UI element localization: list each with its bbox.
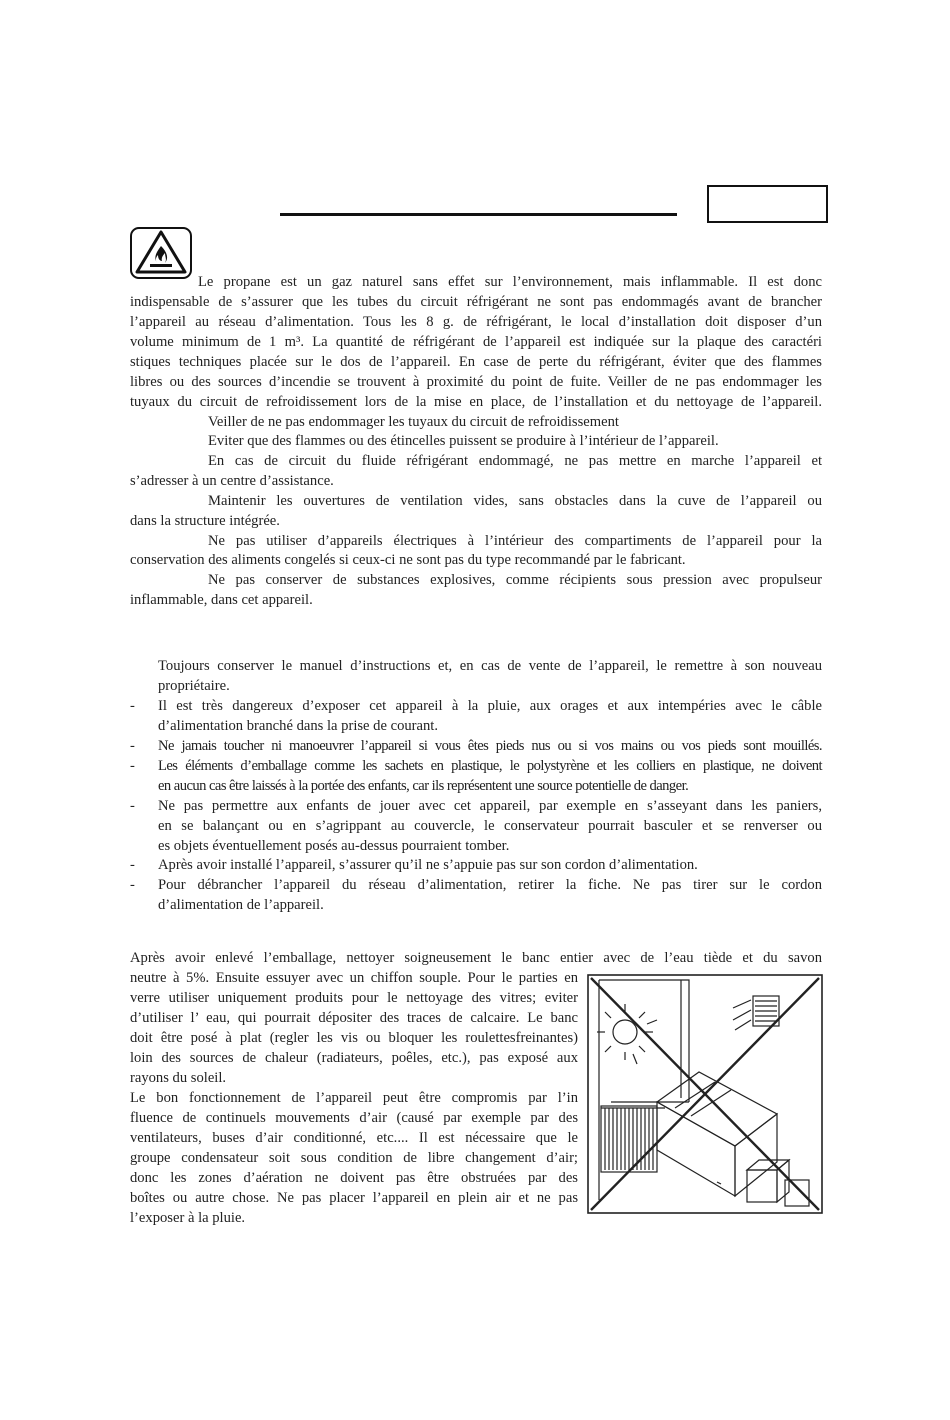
install-col-line-13: l’exposer à la pluie. [130,1210,246,1226]
dash-2: - [130,738,135,754]
safety-item-5-line-1: Après avoir installé l’appareil, s’assurer qu’il ne s’appuie pas sur son cordon d’alimentation. [158,857,698,873]
dash-4: - [130,798,135,814]
precaution-5-line-2: conservation des aliments congelés si ceux-ci ne sont pas du type recommandé par le fabricant. [130,552,686,568]
propane-line-1: Le propane est un gaz naturel sans effet sur l’environnement, mais inflammable. Il est donc [198,274,822,290]
install-col-line-1: neutre à 5%. Ensuite essuyer avec un chiffon souple. Pour le parties en [130,970,578,986]
safety-item-6-line-1: Pour débrancher l’appareil du réseau d’alimentation, retirer la fiche. Ne pas tirer sur le cordon [158,877,822,893]
install-line-1: Après avoir enlevé l’emballage, nettoyer soigneusement le banc entier avec de l’eau tiède et du savon [130,950,822,966]
safety-item-4-line-3: es objets éventuellement posés au-dessus pourraient tomber. [158,838,510,854]
propane-line-6: libres ou des sources d’incendie se trouvent à proximité du point de fuite. Veiller de ne pas endommager les [130,374,822,390]
precaution-2: Eviter que des flammes ou des étincelles puissent se produire à l’intérieur de l’appareil. [208,433,719,449]
precaution-6-line-2: inflammable, dans cet appareil. [130,592,313,608]
safety-item-4-line-2: en se balançant ou en s’agrippant au couvercle, le conservateur pourrait basculer et se renverser ou [158,818,822,834]
precaution-3-line-2: s’adresser à un centre d’assistance. [130,473,334,489]
safety-item-4-line-1: Ne pas permettre aux enfants de jouer avec cet appareil, par exemple en s’asseyant dans les paniers, [158,798,822,814]
safety-item-3-line-2: en aucun cas être laissés à la portée des enfants, car ils représentent une source potentielle de danger. [158,778,689,794]
install-col-line-3: d’utiliser l’ eau, qui pourrait dépositer des traces de calcaire. Le banc [130,1010,578,1026]
safety-intro-line-1: Toujours conserver le manuel d’instructions et, en cas de vente de l’appareil, le remettre à son nouveau [158,658,822,674]
safety-item-1-line-1: Il est très dangereux d’exposer cet appareil à la pluie, aux orages et aux intempéries avec le câble [158,698,822,714]
safety-item-3-line-1: Les éléments d’emballage comme les sachets en plastique, le polystyrène et les colliers en plastique, ne doivent [158,758,822,774]
dash-5: - [130,857,135,873]
propane-line-2: indispensable de s’assurer que les tubes du circuit réfrigérant ne sont pas endommagés avant de brancher [130,294,822,310]
dash-6: - [130,877,135,893]
dash-1: - [130,698,135,714]
header-rule [280,213,677,216]
wrong-installation-illustration [587,974,823,1214]
propane-line-3: l’appareil au réseau d’alimentation. Tous les 8 g. de réfrigérant, le local d’installation doit disposer d’un [130,314,822,330]
install-col-line-9: ventilateurs, buses d’air conditionné, etc.... Il est nécessaire que le [130,1130,578,1146]
flammable-warning-icon [130,227,192,279]
install-col-line-11: donc les zones d’aération ne doivent pas être obstruées par des [130,1170,578,1186]
propane-line-7: tuyaux du circuit de refroidissement lors de la mise en place, de l’installation et du nettoyage de l’appareil. [130,394,822,410]
install-col-line-12: boîtes ou autre chose. Ne pas placer l’appareil en plein air et ne pas [130,1190,578,1206]
safety-item-1-line-2: d’alimentation branché dans la prise de courant. [158,718,439,734]
precaution-4-line-1: Maintenir les ouvertures de ventilation vides, sans obstacles dans la cuve de l’appareil ou [208,493,822,509]
precaution-1: Veiller de ne pas endommager les tuyaux du circuit de refroidissement [208,414,619,430]
install-col-line-5: loin des sources de chaleur (radiateurs, poêles, etc.), pas exposé aux [130,1050,578,1066]
install-col-line-2: verre utiliser uniquement produits pour le nettoyage des vitres; eviter [130,990,578,1006]
precaution-6-line-1: Ne pas conserver de substances explosives, comme récipients sous pression avec propulseur [208,572,822,588]
propane-line-5: stiques techniques placée sur le dos de l’appareil. En case de perte du réfrigérant, éviter que des flammes [130,354,822,370]
safety-item-6-line-2: d’alimentation de l’appareil. [158,897,324,913]
header-box [707,185,828,223]
install-col-line-7: Le bon fonctionnement de l’appareil peut être compromis par l’in [130,1090,578,1106]
install-col-line-8: fluence de continuels mouvements d’air (causé par exemple par des [130,1110,578,1126]
precaution-5-line-1: Ne pas utiliser d’appareils électriques à l’intérieur des compartiments de l’appareil pour la [208,533,822,549]
install-col-line-10: groupe condensateur soit sous condition de libre changement d’air; [130,1150,578,1166]
precaution-3-line-1: En cas de circuit du fluide réfrigérant endommagé, ne pas mettre en marche l’appareil et [208,453,822,469]
precaution-4-line-2: dans la structure intégrée. [130,513,280,529]
propane-line-4: volume minimum de 1 m³. La quantité de réfrigérant de l’appareil est indiquée sur la plaque des caractéri [130,334,822,350]
safety-item-2-line-1: Ne jamais toucher ni manoeuvrer l’appareil si vous êtes pieds nus ou si vos mains ou vos pieds sont mouillés. [158,738,822,754]
install-col-line-6: rayons du soleil. [130,1070,227,1086]
install-col-line-4: doit être posé à plat (regler les vis ou bloquer les roulettesfreinantes) [130,1030,578,1046]
safety-intro-line-2: propriétaire. [158,678,230,694]
dash-3: - [130,758,135,774]
